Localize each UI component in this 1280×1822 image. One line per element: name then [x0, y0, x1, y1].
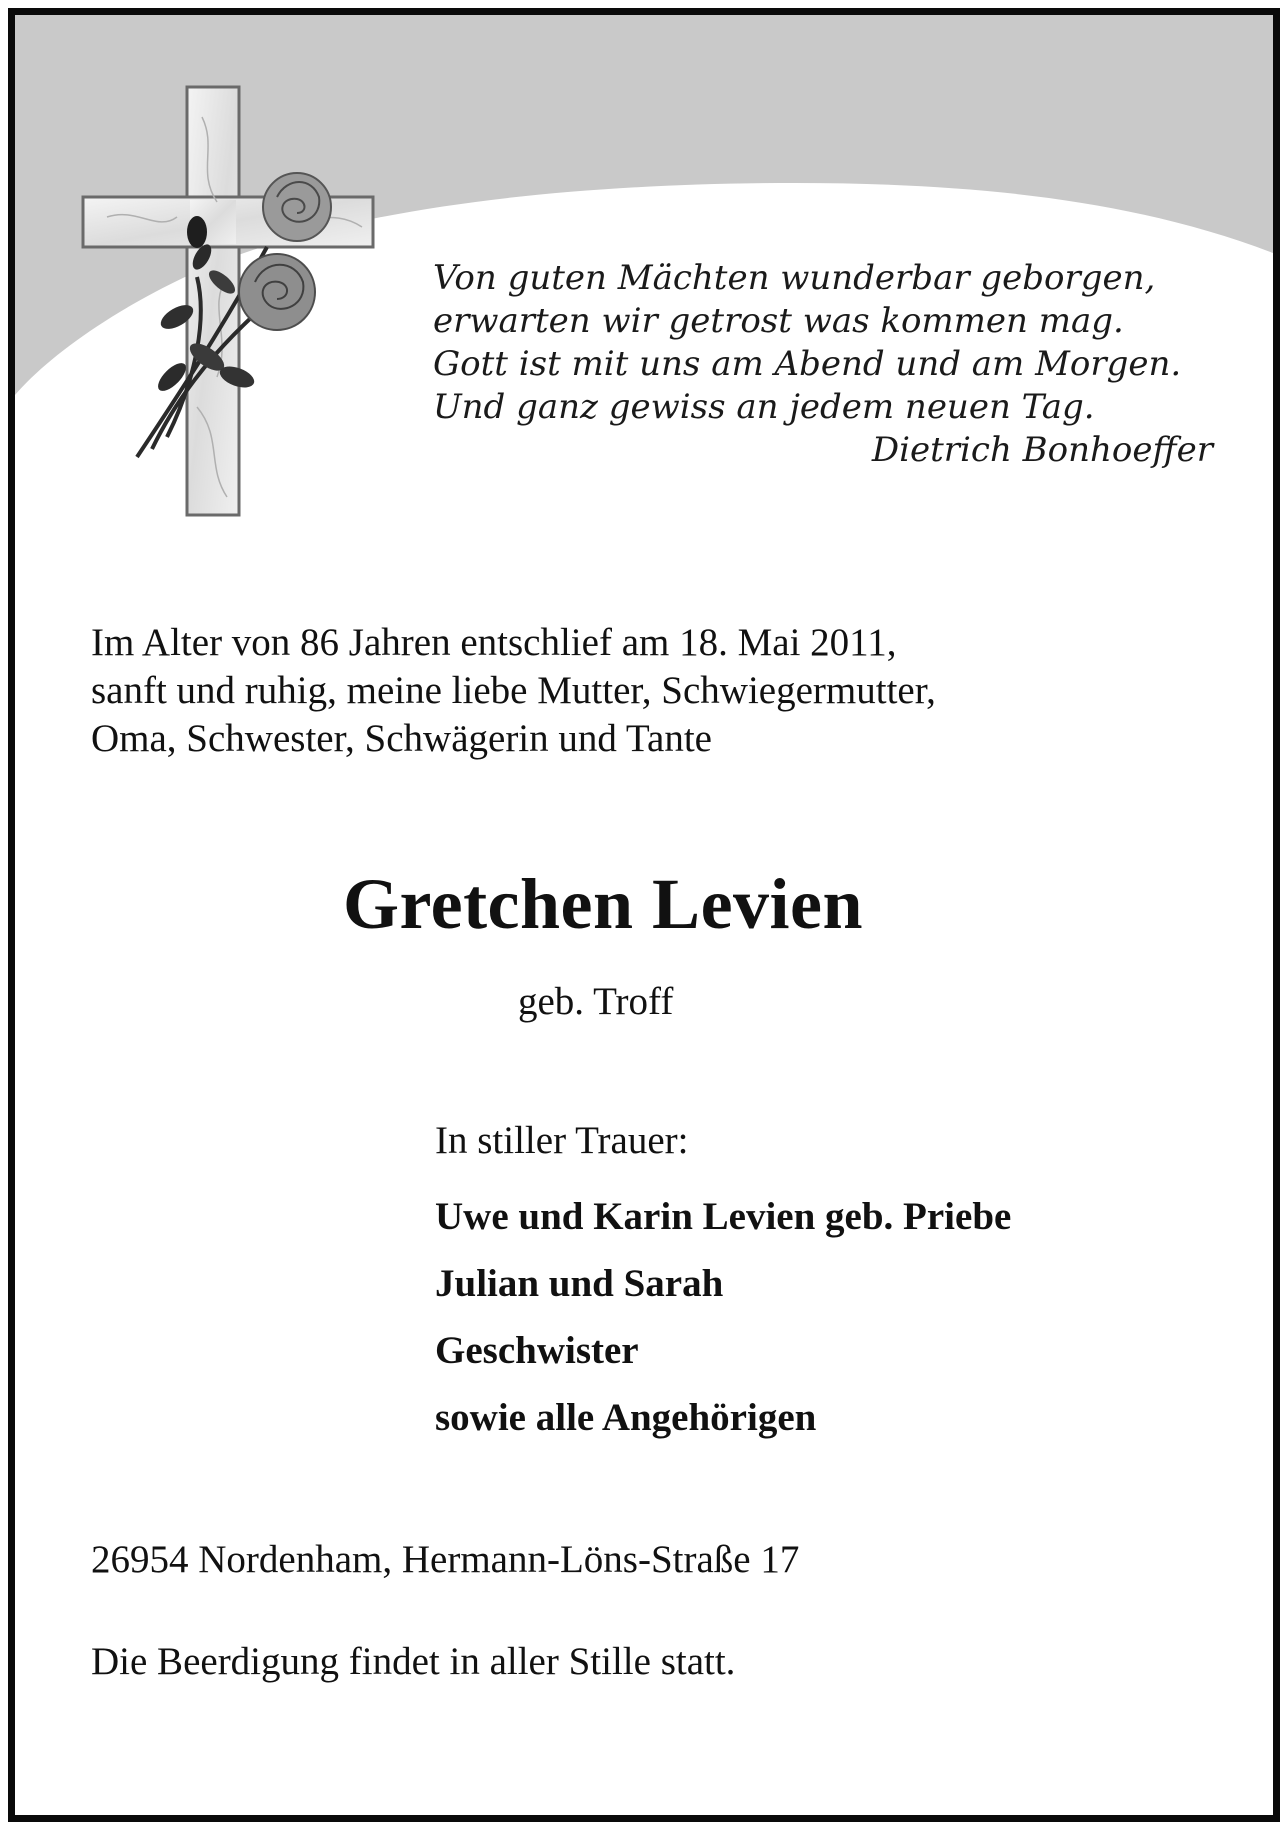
obituary-notice [8, 8, 1280, 1822]
funeral-note: Die Beerdigung findet in aller Stille statt. [91, 1640, 736, 1683]
maiden-name: geb. Troff [518, 980, 674, 1023]
mourner-entry: sowie alle Angehörigen [435, 1396, 817, 1439]
quote-line: Gott ist mit uns am Abend und am Morgen. [433, 344, 1182, 384]
deceased-name: Gretchen Levien [342, 864, 864, 944]
quote-line: Und ganz gewiss an jedem neuen Tag. [433, 387, 1095, 427]
mourners-intro: In stiller Trauer: [435, 1119, 689, 1162]
mourners-list [435, 1117, 1235, 1451]
cross-with-roses-icon [77, 77, 387, 527]
mourner-entry: Julian und Sarah [435, 1262, 724, 1305]
bonhoeffer-quote [433, 257, 1213, 472]
quote-line: Von guten Mächten wunderbar geborgen, [433, 258, 1156, 298]
announcement-line: Oma, Schwester, Schwägerin und Tante [91, 717, 712, 760]
mourner-entry: Uwe und Karin Levien geb. Priebe [435, 1195, 1012, 1238]
announcement-line: sanft und ruhig, meine liebe Mutter, Schwiegermutter, [91, 669, 936, 712]
death-announcement [91, 619, 1211, 763]
quote-author: Dietrich Bonhoeffer [871, 430, 1213, 470]
quote-line: erwarten wir getrost was kommen mag. [433, 301, 1124, 341]
announcement-line: Im Alter von 86 Jahren entschlief am 18. Mai 2011, [91, 621, 897, 664]
address: 26954 Nordenham, Hermann-Löns-Straße 17 [91, 1538, 800, 1581]
mourner-entry: Geschwister [435, 1329, 639, 1372]
